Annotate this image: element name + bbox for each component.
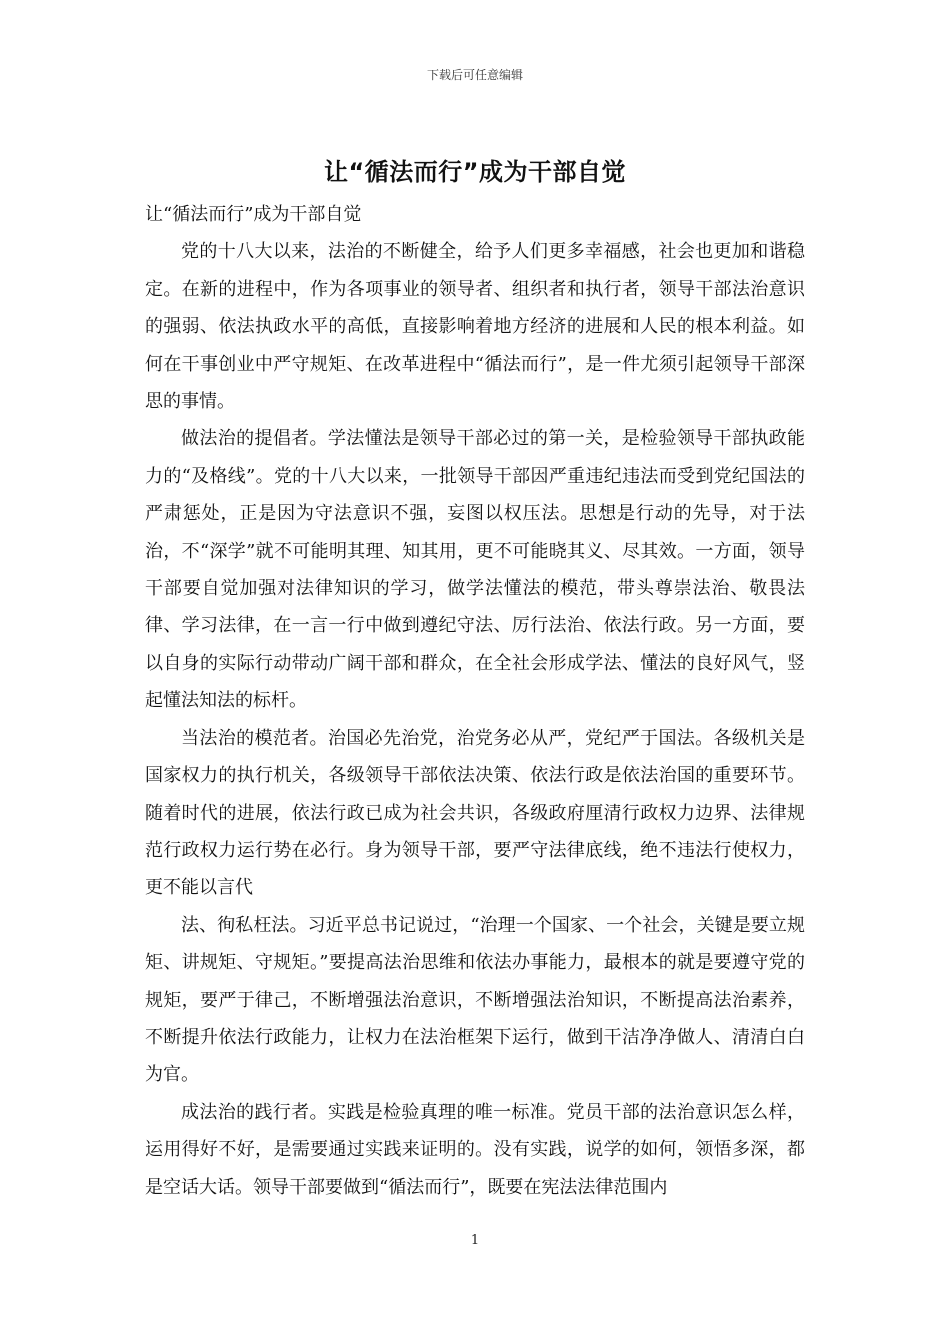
paragraph-practitioner: 成法治的践行者。实践是检验真理的唯一标准。党员干部的法治意识怎么样，运用得好不好，是需要通过实践来证明的。没有实践，说学的如何，领悟多深，都是空话大话。领导干部要做到“循法而行”，既要在宪法法律范围内: [145, 1101, 805, 1198]
paragraph-model: 当法治的模范者。治国必先治党，治党务必从严，党纪严于国法。各级机关是国家权力的执行机关，各级领导干部依法决策、依法行政是依法治国的重要环节。随着时代的进展，依法行政已成为社会共识，各级政府厘清行政权力边界、法律规范行政权力运行势在必行。身为领导干部，要严守法律底线，绝不违法行使权力，更不能以言代: [145, 727, 805, 899]
document-subtitle: 让“循法而行”成为干部自觉: [145, 204, 362, 225]
paragraph-advocate: 做法治的提倡者。学法懂法是领导干部必过的第一关，是检验领导干部执政能力的“及格线”。党的十八大以来，一批领导干部因严重违纪违法而受到党纪国法的严肃惩处，正是因为守法意识不强，妄图以权压法。思想是行动的先导，对于法治，不“深学”就不可能明其理、知其用，更不可能晓其义、尽其效。一方面，领导干部要自觉加强对法律知识的学习，做学法懂法的模范，带头尊崇法治、敬畏法律、学习法律，在一言一行中做到遵纪守法、厉行法治、依法行政。另一方面，要以自身的实际行动带动广阔干部和群众，在全社会形成学法、懂法的良好风气，竖起懂法知法的标杆。: [145, 428, 805, 712]
header-note: 下载后可任意编辑: [426, 68, 523, 82]
document-body: [145, 196, 805, 1206]
paragraph-rules: 法、徇私枉法。习近平总书记说过，“治理一个国家、一个社会，关键是要立规矩、讲规矩、守规矩。”要提高法治思维和依法办事能力，最根本的就是要遵守党的规矩，要严于律己，不断增强法治意识，不断增强法治知识，不断提高法治素养，不断提升依法行政能力，让权力在法治框架下运行，做到干洁净净做人、清清白白为官。: [145, 914, 805, 1086]
paragraph-intro: 党的十八大以来，法治的不断健全，给予人们更多幸福感，社会也更加和谐稳定。在新的进程中，作为各项事业的领导者、组织者和执行者，领导干部法治意识的强弱、依法执政水平的高低，直接影响着地方经济的进展和人民的根本利益。如何在干事创业中严守规矩、在改革进程中“循法而行”，是一件尤须引起领导干部深思的事情。: [145, 241, 805, 413]
page-number: 1: [470, 1233, 480, 1248]
document-title: 让“循法而行”成为干部自觉: [323, 158, 627, 186]
